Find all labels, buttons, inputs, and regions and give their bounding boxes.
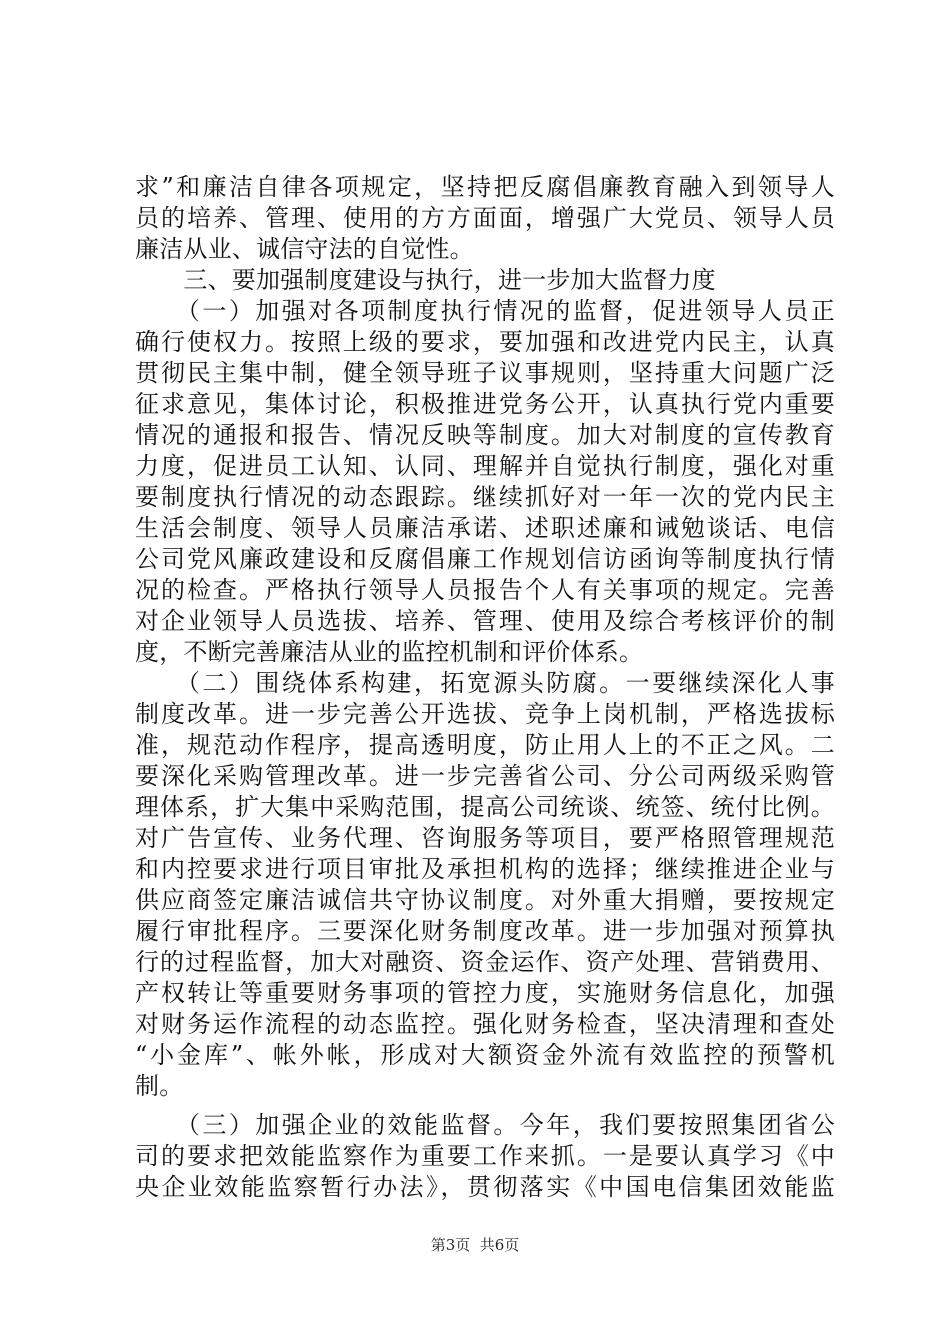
text-line: 员的培养、管理、使用的方方面面，增强广大党员、领导人员 [135, 204, 835, 232]
text-line: 要制度执行情况的动态跟踪。继续抓好对一年一次的党内民主 [135, 483, 835, 511]
text-line: 要深化采购管理改革。进一步完善省公司、分公司两级采购管 [135, 762, 835, 790]
text-line: （三）加强企业的效能监督。今年，我们要按照集团省公 [135, 1111, 835, 1139]
text-line: 对广告宣传、业务代理、咨询服务等项目，要严格照管理规范 [135, 824, 835, 852]
text-line: 行的过程监督，加大对融资、资金运作、资产处理、营销费用、 [135, 948, 835, 976]
text-line: 制度改革。进一步完善公开选拔、竞争上岗机制，严格选拔标 [135, 700, 835, 728]
text-line: 制。 [135, 1072, 184, 1100]
text-line: 履行审批程序。三要深化财务制度改革。进一步加强对预算执 [135, 917, 835, 945]
text-line: 对财务运作流程的动态监控。强化财务检查，坚决清理和查处 [135, 1010, 835, 1038]
text-line: 和内控要求进行项目审批及承担机构的选择；继续推进企业与 [135, 855, 835, 883]
text-line: 对企业领导人员选拔、培养、管理、使用及综合考核评价的制 [135, 607, 835, 635]
text-line: 央企业效能监察暂行办法》，贯彻落实《中国电信集团效能监 [135, 1173, 835, 1201]
document-body [135, 172, 835, 1203]
text-line: 公司党风廉政建设和反腐倡廉工作规划信访函询等制度执行情 [135, 545, 835, 573]
text-line: 度，不断完善廉洁从业的监控机制和评价体系。 [135, 638, 644, 666]
text-line: 力度，促进员工认知、认同、理解并自觉执行制度，强化对重 [135, 452, 835, 480]
text-line: “小金库”、帐外帐，形成对大额资金外流有效监控的预警机 [135, 1041, 835, 1069]
paragraph-gap [135, 1102, 835, 1110]
text-line: 征求意见，集体讨论，积极推进党务公开，认真执行党内重要 [135, 390, 835, 418]
text-line: 廉洁从业、诚信守法的自觉性。 [135, 235, 474, 263]
text-line: 求”和廉洁自律各项规定，坚持把反腐倡廉教育融入到领导人 [135, 173, 835, 201]
page-footer: 第3页 共6页 [430, 1236, 520, 1254]
text-line: 确行使权力。按照上级的要求，要加强和改进党内民主，认真 [135, 328, 835, 356]
text-line: 产权转让等重要财务事项的管控力度，实施财务信息化，加强 [135, 979, 835, 1007]
text-line: 生活会制度、领导人员廉洁承诺、述职述廉和诫勉谈话、电信 [135, 514, 835, 542]
text-line: 理体系，扩大集中采购范围，提高公司统谈、统签、统付比例。 [135, 793, 835, 821]
text-line: （二）围绕体系构建，拓宽源头防腐。一要继续深化人事 [135, 669, 835, 697]
text-line: 司的要求把效能监察作为重要工作来抓。一是要认真学习《中 [135, 1142, 835, 1170]
text-line: 准，规范动作程序，提高透明度，防止用人上的不正之风。二 [135, 731, 835, 759]
text-line: 情况的通报和报告、情况反映等制度。加大对制度的宣传教育 [135, 421, 835, 449]
text-line: （一）加强对各项制度执行情况的监督，促进领导人员正 [135, 297, 835, 325]
text-line: 三、要加强制度建设与执行，进一步加大监督力度 [135, 266, 716, 294]
text-line: 供应商签定廉洁诚信共守协议制度。对外重大捐赠，要按规定 [135, 886, 835, 914]
text-line: 贯彻民主集中制，健全领导班子议事规则，坚持重大问题广泛 [135, 359, 835, 387]
text-line: 况的检查。严格执行领导人员报告个人有关事项的规定。完善 [135, 576, 835, 604]
